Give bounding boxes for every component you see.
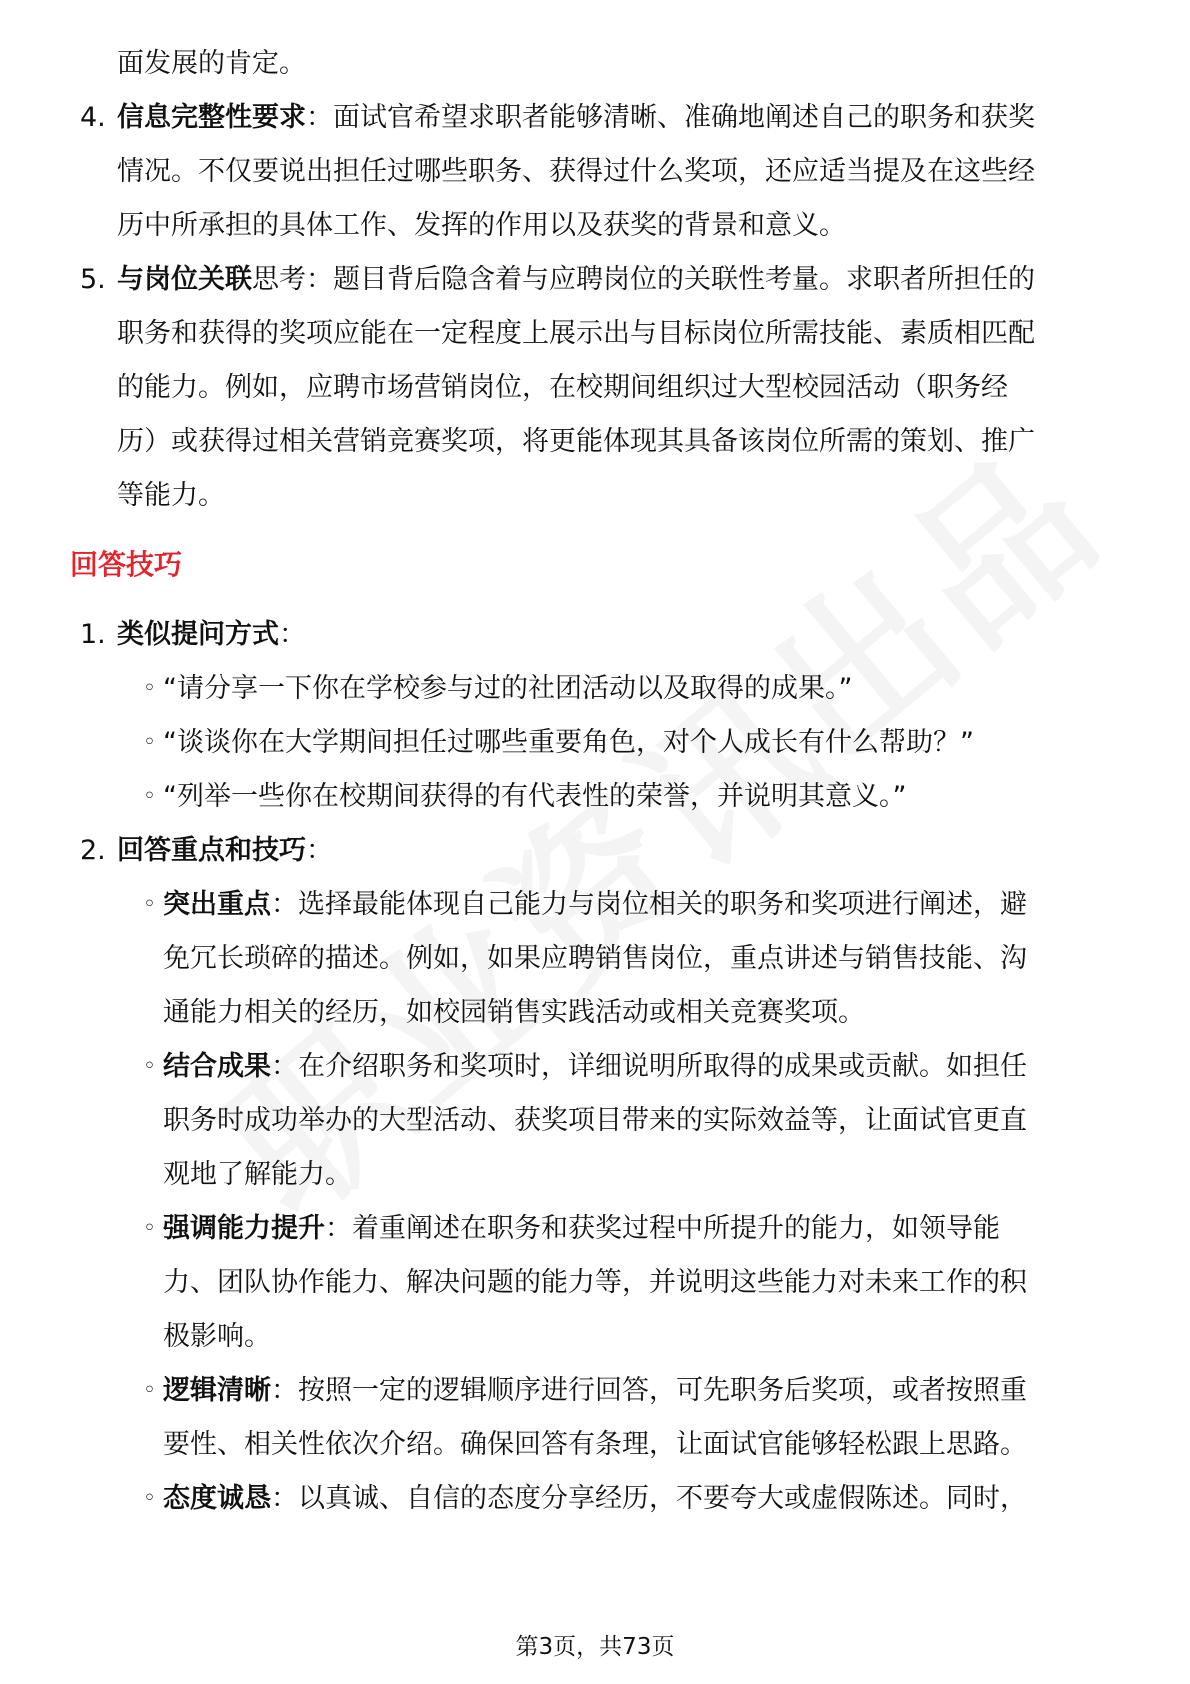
tip-title: 结合成果	[163, 1051, 271, 1082]
tip-line: 力、团队协作能力、解决问题的能力等，并说明这些能力对未来工作的积	[163, 1267, 1027, 1298]
example-question: “请分享一下你在学校参与过的社团活动以及取得的成果。”	[163, 673, 853, 704]
tip-line: 强调能力提升：着重阐述在职务和获奖过程中所提升的能力，如领导能	[163, 1213, 1000, 1244]
tip-title: 突出重点	[163, 889, 271, 920]
list-item-line: 历）或获得过相关营销竞赛奖项，将更能体现其具备该岗位所需的策划、推广	[117, 426, 1035, 457]
item-title: 类似提问方式	[117, 619, 279, 650]
tip-title: 逻辑清晰	[163, 1375, 271, 1406]
bullet-circle-icon: ◦	[143, 784, 156, 809]
list-item-line: 历中所承担的具体工作、发挥的作用以及获奖的背景和意义。	[117, 210, 846, 241]
tip-line: 要性、相关性依次介绍。确保回答有条理，让面试官能够轻松跟上思路。	[163, 1429, 1027, 1460]
section-heading: 回答技巧	[70, 548, 183, 581]
bullet-circle-icon: ◦	[143, 676, 156, 701]
list-item-line: 等能力。	[117, 480, 225, 511]
bullet-circle-icon: ◦	[143, 730, 156, 755]
bullet-circle-icon: ◦	[143, 892, 156, 917]
list-item-line: 职务和获得的奖项应能在一定程度上展示出与目标岗位所需技能、素质相匹配	[117, 318, 1035, 349]
example-question: “谈谈你在大学期间担任过哪些重要角色，对个人成长有什么帮助？”	[163, 727, 974, 758]
list-item-line: 类似提问方式：	[117, 619, 306, 650]
example-question: “列举一些你在校期间获得的有代表性的荣誉，并说明其意义。”	[163, 781, 907, 812]
list-number: 2.	[80, 835, 106, 866]
list-item-line: 情况。不仅要说出担任过哪些职务、获得过什么奖项，还应适当提及在这些经	[117, 156, 1035, 187]
list-item-line: 信息完整性要求：面试官希望求职者能够清晰、准确地阐述自己的职务和获奖	[117, 102, 1035, 133]
tip-line: 极影响。	[163, 1321, 271, 1352]
tip-line: 免冗长琐碎的描述。例如，如果应聘销售岗位，重点讲述与销售技能、沟	[163, 943, 1027, 974]
list-item-line: 的能力。例如，应聘市场营销岗位，在校期间组织过大型校园活动（职务经	[117, 372, 1008, 403]
bullet-circle-icon: ◦	[143, 1486, 156, 1511]
list-item-line: 回答重点和技巧：	[117, 835, 333, 866]
item-title: 回答重点和技巧	[117, 835, 306, 866]
tip-line: 通能力相关的经历，如校园销售实践活动或相关竞赛奖项。	[163, 997, 865, 1028]
tip-line: 突出重点：选择最能体现自己能力与岗位相关的职务和奖项进行阐述，避	[163, 889, 1027, 920]
bullet-circle-icon: ◦	[143, 1054, 156, 1079]
item-title: 与岗位关联	[117, 264, 252, 295]
tip-line: 职务时成功举办的大型活动、获奖项目带来的实际效益等，让面试官更直	[163, 1105, 1027, 1136]
tip-line: 态度诚恳：以真诚、自信的态度分享经历，不要夸大或虚假陈述。同时，	[163, 1483, 1027, 1514]
list-number: 1.	[80, 619, 106, 650]
bullet-circle-icon: ◦	[143, 1216, 156, 1241]
item-title: 信息完整性要求	[117, 102, 306, 133]
bullet-circle-icon: ◦	[143, 1378, 156, 1403]
list-number: 4.	[80, 102, 106, 133]
list-item-line: 与岗位关联思考：题目背后隐含着与应聘岗位的关联性考量。求职者所担任的	[117, 264, 1035, 295]
tip-line: 逻辑清晰：按照一定的逻辑顺序进行回答，可先职务后奖项，或者按照重	[163, 1375, 1027, 1406]
tip-line: 观地了解能力。	[163, 1159, 352, 1190]
tip-title: 强调能力提升	[163, 1213, 325, 1244]
tip-line: 结合成果：在介绍职务和奖项时，详细说明所取得的成果或贡献。如担任	[163, 1051, 1027, 1082]
tip-title: 态度诚恳	[163, 1483, 271, 1514]
continuation-text: 面发展的肯定。	[117, 48, 306, 79]
page-footer: 第3页，共73页	[515, 1634, 675, 1660]
list-number: 5.	[80, 264, 106, 295]
